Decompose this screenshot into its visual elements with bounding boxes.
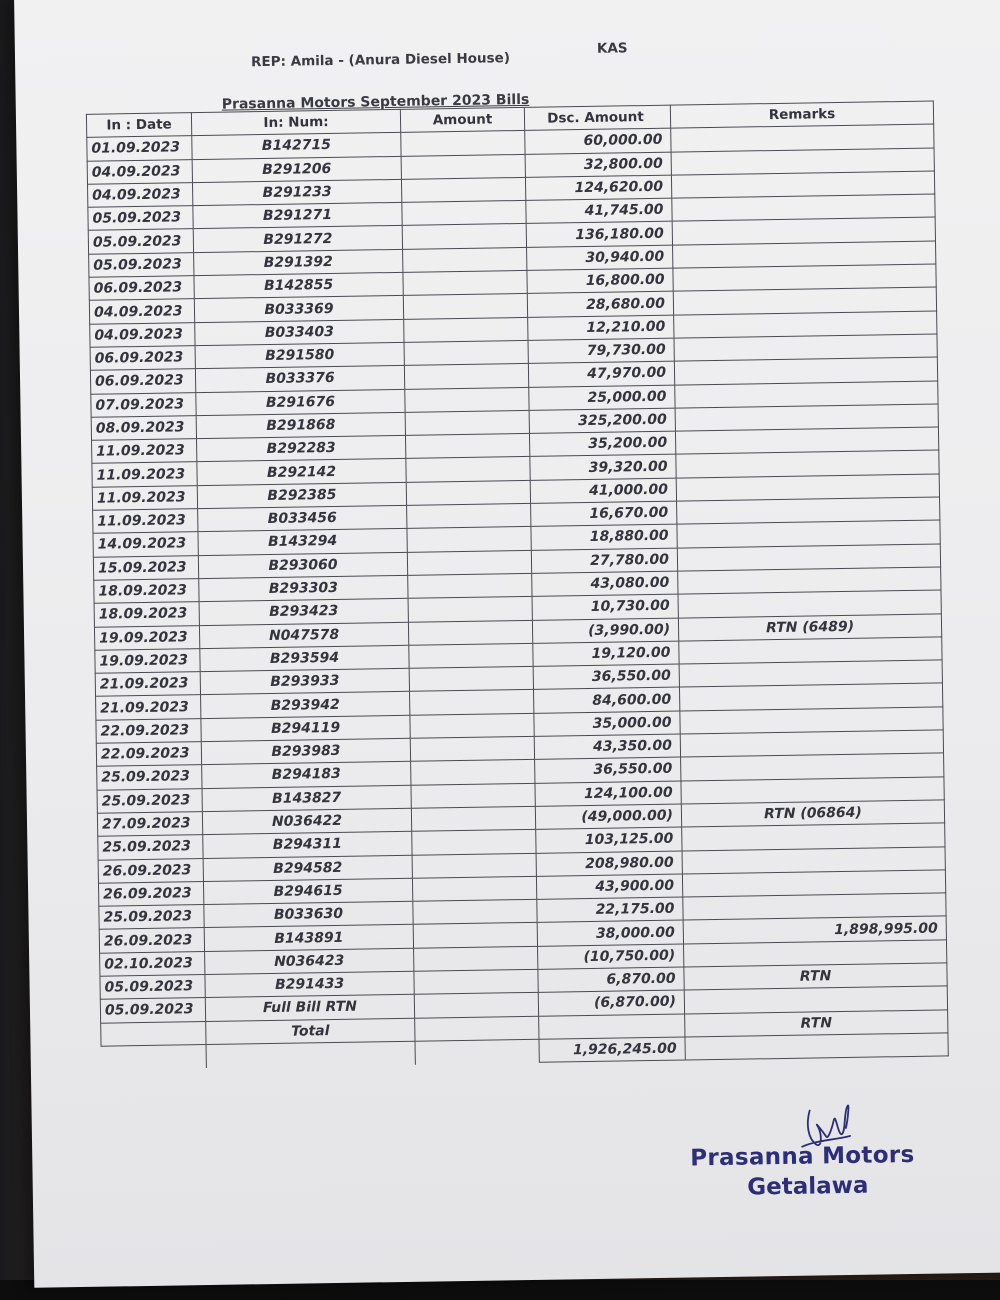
amount-cell [404,317,528,342]
date-cell: 08.09.2023 [91,415,196,440]
bill-number-cell: N036423 [205,948,414,975]
rep-line: REP: Amila - (Anura Diesel House) [250,50,511,71]
amount-cell [407,527,531,552]
bill-number-cell: B291392 [194,249,403,276]
remarks-cell: RTN (06864) [681,800,944,827]
dsc-amount-cell: 6,870.00 [538,967,684,993]
amount-cell [412,876,536,901]
dsc-amount-cell: 18,880.00 [531,524,677,550]
amount-cell [403,247,527,272]
amount-cell [401,177,525,202]
bill-number-cell: B293983 [201,738,410,765]
amount-cell [401,131,525,156]
stamp-company-name: Prasanna Motors [690,1141,915,1172]
amount-cell [410,690,534,715]
dsc-amount-cell: (49,000.00) [535,804,681,830]
date-cell: 14.09.2023 [93,532,198,557]
amount-cell [404,364,528,389]
remarks-cell: RTN [684,963,947,990]
bill-number-cell: N036422 [202,808,411,835]
bill-number-cell: B294119 [201,715,410,742]
date-cell: 11.09.2023 [92,485,197,510]
company-stamp [682,1142,923,1202]
col-header-date: In : Date [86,113,191,138]
dsc-amount-cell: 28,680.00 [527,291,673,317]
dsc-amount-cell: 43,080.00 [532,571,678,597]
amount-cell [411,783,535,808]
amount-cell [408,573,532,598]
dsc-amount-cell: 84,600.00 [533,687,679,713]
dsc-amount-cell: 25,000.00 [529,385,675,411]
amount-cell [402,201,526,226]
dsc-amount-cell: 103,125.00 [536,827,682,853]
dsc-amount-cell: 124,620.00 [525,175,671,201]
amount-cell [401,154,525,179]
date-cell: 06.09.2023 [90,346,195,371]
bill-number-cell: B142855 [194,272,403,299]
amount-cell [410,713,534,738]
date-cell: 11.09.2023 [92,439,197,464]
amount-cell [405,410,529,435]
amount-cell [402,224,526,249]
amount-cell [412,830,536,855]
bill-number-cell: B291676 [196,389,405,416]
date-cell: 04.09.2023 [87,159,192,184]
table-body [87,124,948,1022]
remarks-cell: RTN (6489) [678,613,941,640]
dsc-amount-cell: 43,350.00 [534,734,680,760]
amount-cell [404,340,528,365]
dsc-amount-cell: 136,180.00 [526,222,672,248]
date-cell: 26.09.2023 [98,858,203,883]
dsc-amount-cell: 47,970.00 [528,361,674,387]
bill-number-cell: B292385 [197,482,406,509]
bill-number-cell: B143827 [202,785,411,812]
empty-cell [415,1039,539,1064]
dsc-amount-cell: 10,730.00 [532,594,678,620]
dsc-amount-cell: 36,550.00 [535,757,681,783]
bill-number-cell: B292283 [197,435,406,462]
date-cell: 21.09.2023 [95,672,200,697]
dsc-amount-cell: 41,745.00 [526,198,672,224]
dsc-amount-cell: (3,990.00) [532,618,678,644]
dsc-amount-cell: 79,730.00 [528,338,674,364]
total-date-cell [101,1021,206,1046]
amount-cell [413,899,537,924]
date-cell: 25.09.2023 [97,788,202,813]
dsc-amount-cell: 36,550.00 [533,664,679,690]
bill-number-cell: B293303 [199,575,408,602]
date-cell: 22.09.2023 [96,718,201,743]
amount-cell [408,620,532,645]
bill-number-cell: B294183 [202,762,411,789]
date-cell: 25.09.2023 [98,835,203,860]
dsc-amount-cell: 43,900.00 [536,874,682,900]
dsc-amount-cell: 41,000.00 [530,478,676,504]
bill-number-cell: B033376 [195,366,404,393]
amount-cell [410,736,534,761]
dsc-amount-cell: 22,175.00 [537,897,683,923]
col-header-remarks: Remarks [670,101,933,128]
amount-cell [414,946,538,971]
dsc-amount-cell: 16,800.00 [527,268,673,294]
col-header-dsc-amount: Dsc. Amount [524,105,670,131]
bills-table [86,100,949,1069]
date-cell: 27.09.2023 [97,811,202,836]
bill-number-cell: B294311 [203,831,412,858]
total-dsc-cell [539,1014,685,1040]
amount-cell [414,993,538,1018]
date-cell: 04.09.2023 [89,299,194,324]
empty-cell [685,1033,948,1060]
date-cell: 05.09.2023 [100,975,205,1000]
date-cell: 19.09.2023 [94,625,199,650]
date-cell: 04.09.2023 [90,322,195,347]
col-header-num: In: Num: [191,109,400,136]
dsc-amount-cell: 124,100.00 [535,781,681,807]
stamp-location: Getalawa [747,1172,869,1201]
dsc-amount-cell: 38,000.00 [537,920,683,946]
date-cell: 18.09.2023 [94,602,199,627]
col-header-amount: Amount [400,107,524,132]
total-label: Total [206,1018,415,1045]
amount-cell [403,270,527,295]
dsc-amount-cell: (10,750.00) [538,944,684,970]
bill-number-cell: B033456 [198,505,407,532]
bill-number-cell: B033369 [194,296,403,323]
date-cell: 26.09.2023 [98,881,203,906]
bill-number-cell: B291580 [195,342,404,369]
dsc-amount-cell: 19,120.00 [533,641,679,667]
date-cell: 22.09.2023 [96,742,201,767]
bill-number-cell: B291433 [205,971,414,998]
code-label: KAS [596,40,628,57]
remarks-cell: 1,898,995.00 [683,916,946,943]
amount-cell [406,480,530,505]
bill-number-cell: B143891 [204,925,413,952]
dsc-amount-cell: 16,670.00 [531,501,677,527]
bill-number-cell: B293942 [201,692,410,719]
amount-cell [407,503,531,528]
dsc-amount-cell: 60,000.00 [525,128,671,154]
dsc-amount-cell: 39,320.00 [530,455,676,481]
bill-number-cell: B294615 [203,878,412,905]
empty-cell [101,1044,206,1069]
dsc-amount-cell: 32,800.00 [525,152,671,178]
amount-cell [408,597,532,622]
dsc-amount-cell: 208,980.00 [536,851,682,877]
date-cell: 01.09.2023 [87,136,192,161]
date-cell: 26.09.2023 [99,928,204,953]
sheet-title: Prasanna Motors September 2023 Bills [221,91,530,113]
amount-cell [405,434,529,459]
date-cell: 18.09.2023 [94,579,199,604]
total-amount-cell [415,1016,539,1041]
date-cell: 04.09.2023 [87,183,192,208]
date-cell: 05.09.2023 [100,998,205,1023]
bill-number-cell: B293594 [200,645,409,672]
bill-number-cell: B291233 [192,179,401,206]
dsc-amount-cell: 325,200.00 [529,408,675,434]
amount-cell [412,853,536,878]
bill-number-cell: B033630 [204,901,413,928]
bill-number-cell: B294582 [203,855,412,882]
bill-number-cell: B293060 [198,552,407,579]
amount-cell [403,294,527,319]
bill-number-cell: B142715 [192,133,401,160]
bill-number-cell: B291206 [192,156,401,183]
amount-cell [411,760,535,785]
total-value: 1,926,245.00 [539,1037,685,1063]
amount-cell [411,806,535,831]
date-cell: 25.09.2023 [99,905,204,930]
amount-cell [414,969,538,994]
date-cell: 11.09.2023 [93,509,198,534]
bill-number-cell: B291868 [196,412,405,439]
bill-number-cell: Full Bill RTN [205,995,414,1022]
document-page [14,0,1000,1288]
date-cell: 15.09.2023 [93,555,198,580]
date-cell: 07.09.2023 [91,392,196,417]
date-cell: 21.09.2023 [96,695,201,720]
date-cell: 25.09.2023 [97,765,202,790]
bill-number-cell: B143294 [198,529,407,556]
dsc-amount-cell: (6,870.00) [538,990,684,1016]
date-cell: 06.09.2023 [89,276,194,301]
amount-cell [409,643,533,668]
bill-number-cell: B291271 [193,203,402,230]
dsc-amount-cell: 12,210.00 [528,315,674,341]
bill-number-cell: B293423 [199,599,408,626]
amount-cell [413,923,537,948]
dsc-amount-cell: 35,000.00 [534,711,680,737]
dsc-amount-cell: 27,780.00 [531,548,677,574]
amount-cell [405,387,529,412]
date-cell: 02.10.2023 [100,951,205,976]
amount-cell [406,457,530,482]
bill-number-cell: B292142 [197,459,406,486]
total-remarks: RTN [685,1009,948,1036]
amount-cell [409,666,533,691]
bill-number-cell: B033403 [195,319,404,346]
date-cell: 05.09.2023 [88,229,193,254]
dsc-amount-cell: 35,200.00 [529,431,675,457]
date-cell: 11.09.2023 [92,462,197,487]
dsc-amount-cell: 30,940.00 [527,245,673,271]
bill-number-cell: N047578 [199,622,408,649]
date-cell: 06.09.2023 [90,369,195,394]
bill-number-cell: B293933 [200,668,409,695]
date-cell: 19.09.2023 [95,648,200,673]
amount-cell [407,550,531,575]
date-cell: 05.09.2023 [88,206,193,231]
empty-cell [206,1041,415,1068]
date-cell: 05.09.2023 [89,252,194,277]
bill-number-cell: B291272 [193,226,402,253]
